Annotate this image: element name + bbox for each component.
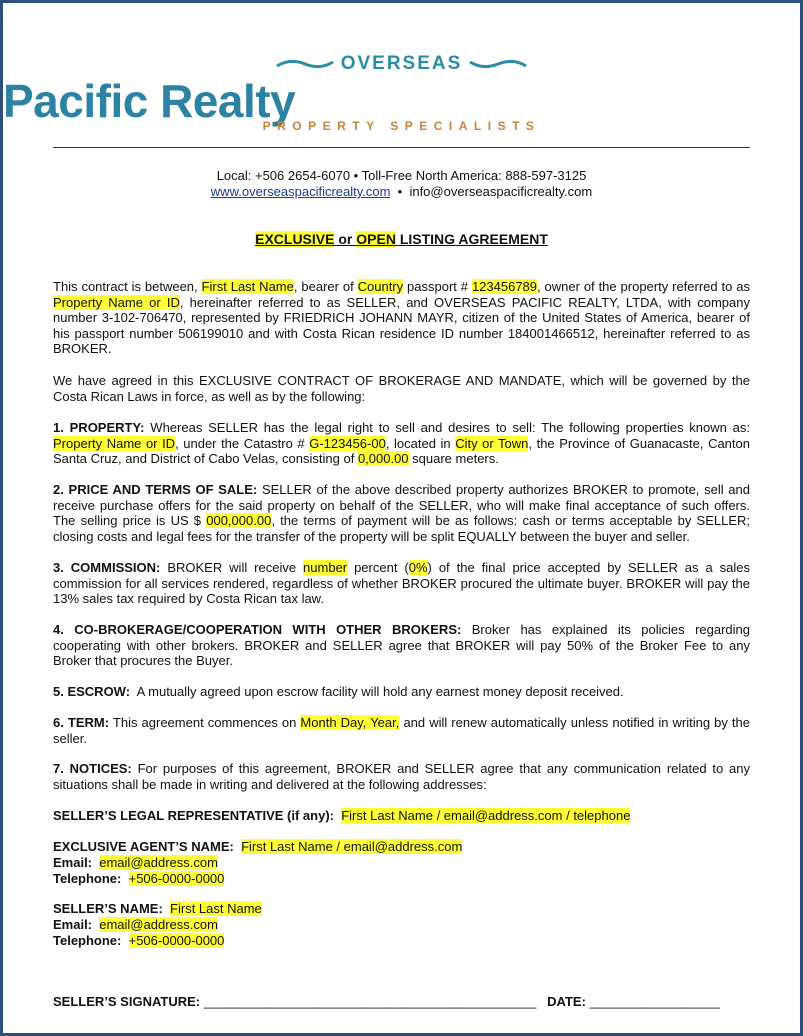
telephone-label: Telephone:	[53, 933, 122, 948]
number-field: number	[303, 560, 348, 575]
date-label: DATE:	[547, 994, 586, 1009]
agent-name-row	[53, 839, 462, 855]
agent-email-value: email@address.com	[99, 855, 218, 870]
agreement-title	[3, 231, 800, 247]
section-text: , the Province of Guanacaste, Canton Santa Cruz, and District of Cabo Velas, consisting of	[53, 435, 750, 466]
wave-right-icon	[468, 57, 528, 71]
section-commission	[53, 560, 750, 607]
website-link[interactable]: www.overseaspacificrealty.com	[210, 184, 391, 199]
signature-line[interactable]: ______________________________________________	[203, 994, 537, 1009]
section-text: This agreement commences on	[109, 715, 301, 730]
title-open: OPEN	[356, 231, 396, 247]
agreed-paragraph: We have agreed in this EXCLUSIVE CONTRACT OF BROKERAGE AND MANDATE, which will be governed by the Costa Rican Laws in force, as well as by the following:	[53, 373, 750, 404]
seller-telephone-row	[53, 933, 224, 949]
property-field: Property Name or ID	[53, 294, 180, 310]
intro-text: , bearer of	[293, 279, 358, 294]
agent-telephone-value: +506-0000-0000	[128, 871, 225, 886]
section-property	[53, 420, 750, 467]
section-heading: 7. NOTICES:	[53, 761, 132, 776]
seller-telephone-value: +506-0000-0000	[128, 933, 225, 948]
title-or: or	[334, 231, 357, 247]
section-term	[53, 715, 750, 746]
date-field: Month Day, Year,	[300, 715, 400, 730]
contact-email: info@overseaspacificrealty.com	[409, 184, 593, 199]
title-rest: LISTING AGREEMENT	[395, 231, 548, 247]
country-field: Country	[357, 279, 404, 294]
contact-separator: •	[390, 184, 410, 199]
rep-label: SELLER’S LEGAL REPRESENTATIVE (if any):	[53, 808, 334, 823]
section-text: ) of the final price accepted by SELLER as a sales commission for all services rendered, regardless of whether BROKER procured the ultimate buyer. BROKER will pay the 13% sales tax required by Costa Rican tax law.	[53, 560, 751, 606]
contact-line-1: Local: +506 2654-6070 • Toll-Free North America: 888-597-3125	[216, 168, 587, 183]
section-text: For purposes of this agreement, BROKER and SELLER agree that any communication related to any situations shall be made in writing and delivered at the following addresses:	[53, 761, 750, 792]
catastro-field: G-123456-00	[309, 435, 386, 451]
agent-email-row	[53, 855, 218, 871]
section-co-brokerage	[53, 622, 750, 669]
section-text: and will renew automatically unless notified in writing by the seller.	[53, 715, 751, 746]
section-text: , the terms of payment will be as follows: cash or terms acceptable by SELLER; closing costs and legal fees for the transfer of the property will be split EQUALLY between the buyer and seller.	[53, 513, 750, 544]
agent-telephone-row	[53, 871, 224, 887]
section-notices	[53, 761, 750, 792]
seller-label: SELLER’S NAME:	[53, 901, 163, 916]
seller-email-value: email@address.com	[99, 917, 218, 932]
rep-value: First Last Name / email@address.com / telephone	[341, 808, 631, 823]
property-field: Property Name or ID	[53, 435, 176, 451]
section-price	[53, 482, 750, 544]
contact-line-2	[3, 184, 800, 200]
section-text: BROKER will receive	[160, 560, 304, 575]
legal-representative-row	[53, 808, 630, 824]
signature-row	[53, 994, 720, 1010]
seller-name-field: First Last Name	[201, 279, 294, 294]
wave-left-icon	[275, 57, 335, 71]
intro-paragraph	[53, 279, 750, 357]
seller-name-row	[53, 901, 262, 917]
section-text: percent (	[347, 560, 409, 575]
company-logo	[3, 53, 800, 75]
city-field: City or Town	[455, 435, 529, 451]
passport-field: 123456789	[471, 279, 538, 294]
section-heading: 6. TERM:	[53, 715, 110, 730]
size-field: 0,000.00	[357, 451, 409, 466]
title-exclusive: EXCLUSIVE	[255, 231, 335, 247]
section-heading: 5. ESCROW:	[53, 684, 131, 699]
section-heading: 1. PROPERTY:	[53, 420, 145, 435]
date-line[interactable]: __________________	[589, 994, 720, 1009]
intro-text: passport #	[403, 279, 472, 294]
email-label: Email:	[53, 855, 93, 870]
section-text: , located in	[385, 435, 456, 451]
section-heading: 4. CO-BROKERAGE/COOPERATION WITH OTHER BROKERS:	[53, 622, 462, 637]
seller-email-row	[53, 917, 218, 933]
telephone-label: Telephone:	[53, 871, 122, 886]
section-text: Whereas SELLER has the legal right to sell and desires to sell: The following properties known as:	[144, 420, 750, 435]
section-text: Broker has explained its policies regarding cooperating with other brokers. BROKER and SELLER agree that BROKER will pay 50% of the Broker Fee to any Broker that procures the Buyer.	[53, 622, 751, 668]
signature-label: SELLER’S SIGNATURE:	[53, 994, 201, 1009]
agent-value: First Last Name / email@address.com	[241, 839, 463, 854]
section-text: , under the Catastro #	[175, 435, 310, 451]
header-divider	[53, 147, 750, 148]
price-field: 000,000.00	[206, 513, 272, 528]
intro-text: This contract is between,	[53, 279, 202, 294]
document-page	[3, 3, 800, 1033]
section-text: SELLER of the above described property authorizes BROKER to promote, sell and receive purchase offers for the said property on behalf of the SELLER, who will make final acceptance of such offers. The selling price is US $	[53, 482, 750, 528]
percent-field: 0%	[408, 560, 428, 575]
logo-top-text: OVERSEAS	[340, 53, 463, 74]
section-heading: 3. COMMISSION:	[53, 560, 161, 575]
section-heading: 2. PRICE AND TERMS OF SALE:	[53, 482, 258, 497]
email-label: Email:	[53, 917, 93, 932]
intro-text: , hereinafter referred to as SELLER, and OVERSEAS PACIFIC REALTY, LTDA, with company number 3-102-706470, represented by FRIEDRICH JOHANN MAYR, citizen of the United States of America, bearer of his passport number 506199010 and with Costa Rican residence ID number 184001466512, hereinafter referred to as BROKER.	[53, 294, 750, 356]
section-text: A mutually agreed upon escrow facility will hold any earnest money deposit received.	[130, 684, 624, 699]
logo-main-text: Pacific Realty	[3, 75, 296, 127]
intro-text: , owner of the property referred to as	[537, 279, 751, 294]
agent-label: EXCLUSIVE AGENT’S NAME:	[53, 839, 234, 854]
seller-value: First Last Name	[170, 901, 262, 916]
section-escrow	[53, 684, 750, 700]
section-text: square meters.	[408, 451, 499, 466]
logo-sub-text: PROPERTY SPECIALISTS	[262, 119, 541, 133]
